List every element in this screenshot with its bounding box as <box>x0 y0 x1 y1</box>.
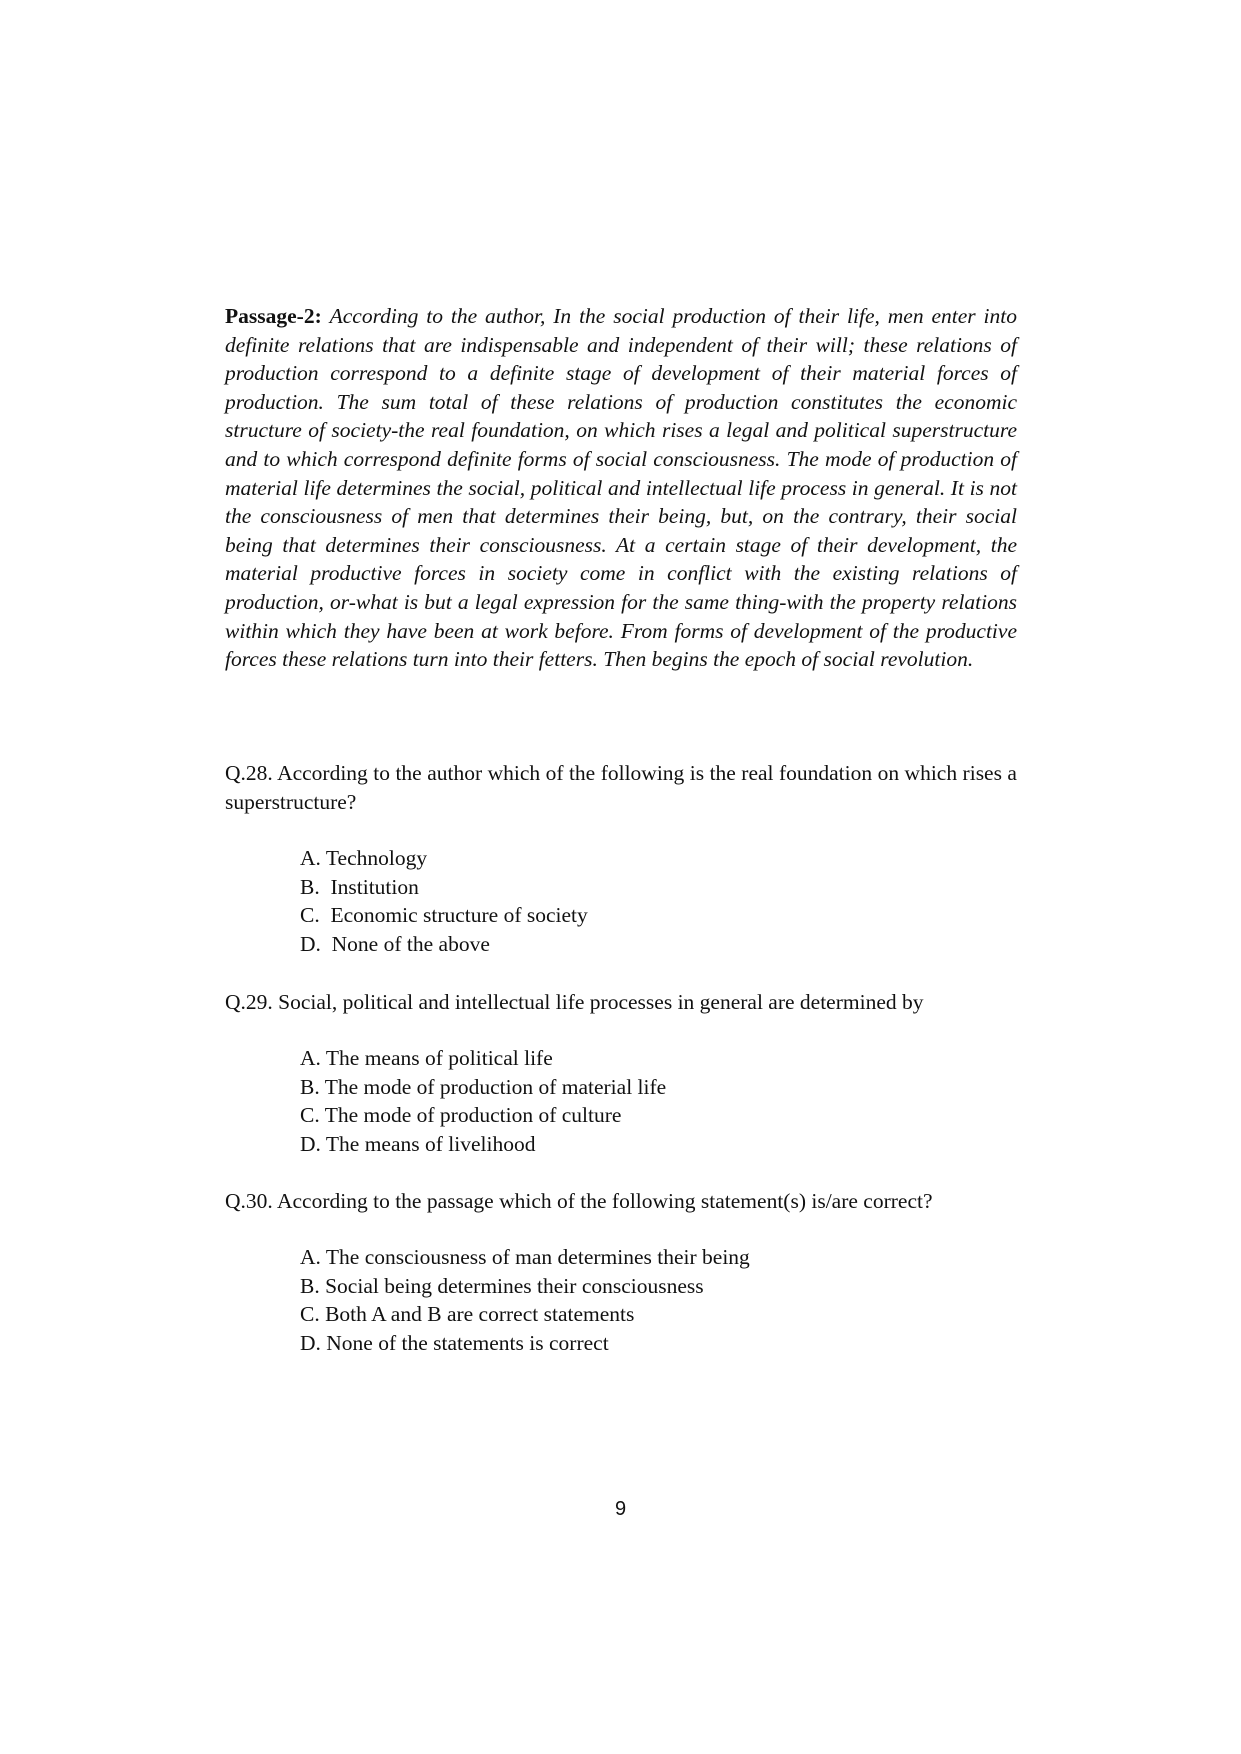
question-number: Q.29. <box>225 990 273 1014</box>
option-c: C. Economic structure of society <box>300 903 588 928</box>
passage-2 <box>225 302 1017 674</box>
passage-label: Passage-2: <box>225 304 322 328</box>
question-29 <box>225 988 1017 1017</box>
option-d: D. None of the above <box>300 931 490 956</box>
options-28 <box>300 844 588 958</box>
option-b: B. Social being determines their consciousness <box>300 1273 704 1298</box>
options-29 <box>300 1044 666 1158</box>
question-30 <box>225 1187 1017 1216</box>
option-a: A. The consciousness of man determines their being <box>300 1245 750 1269</box>
question-number: Q.30. <box>225 1189 273 1213</box>
options-30 <box>300 1243 750 1357</box>
option-d: D. The means of livelihood <box>300 1131 536 1156</box>
page-number: 9 <box>614 1498 627 1520</box>
option-c: C. Both A and B are correct statements <box>300 1302 635 1327</box>
passage-text: According to the author, In the social production of their life, men enter into definite relations that are indispensable and independent of their will; these relations of production correspond to a definite stage of development of their material forces of production. The sum total of these relations of production constitutes the economic structure of society-the real foundation, on which rises a legal and political superstructure and to which correspond definite forms of social consciousness. The mode of production of material life determines the social, political and intellectual life process in general. It is not the consciousness of men that determines their being, but, on the contrary, their social being that determines their consciousness. At a certain stage of their development, the material productive forces in society come in conflict with the existing relations of production, or-what is but a legal expression for the same thing-with the property relations within which they have been at work before. From forms of development of the productive forces these relations turn into their fetters. Then begins the epoch of social revolution. <box>225 304 1017 672</box>
question-text: Social, political and intellectual life processes in general are determined by <box>278 990 924 1014</box>
question-number: Q.28. <box>225 761 273 785</box>
option-b: B. The mode of production of material life <box>300 1074 667 1099</box>
option-d: D. None of the statements is correct <box>300 1330 609 1355</box>
option-a: A. Technology <box>300 846 428 870</box>
option-a: A. The means of political life <box>300 1046 553 1070</box>
question-text: According to the passage which of the following statement(s) is/are correct? <box>276 1189 933 1213</box>
option-c: C. The mode of production of culture <box>300 1103 622 1128</box>
option-b: B. Institution <box>300 874 419 899</box>
question-text: According to the author which of the following is the real foundation on which rises a superstructure? <box>225 761 1017 814</box>
question-28 <box>225 759 1017 816</box>
